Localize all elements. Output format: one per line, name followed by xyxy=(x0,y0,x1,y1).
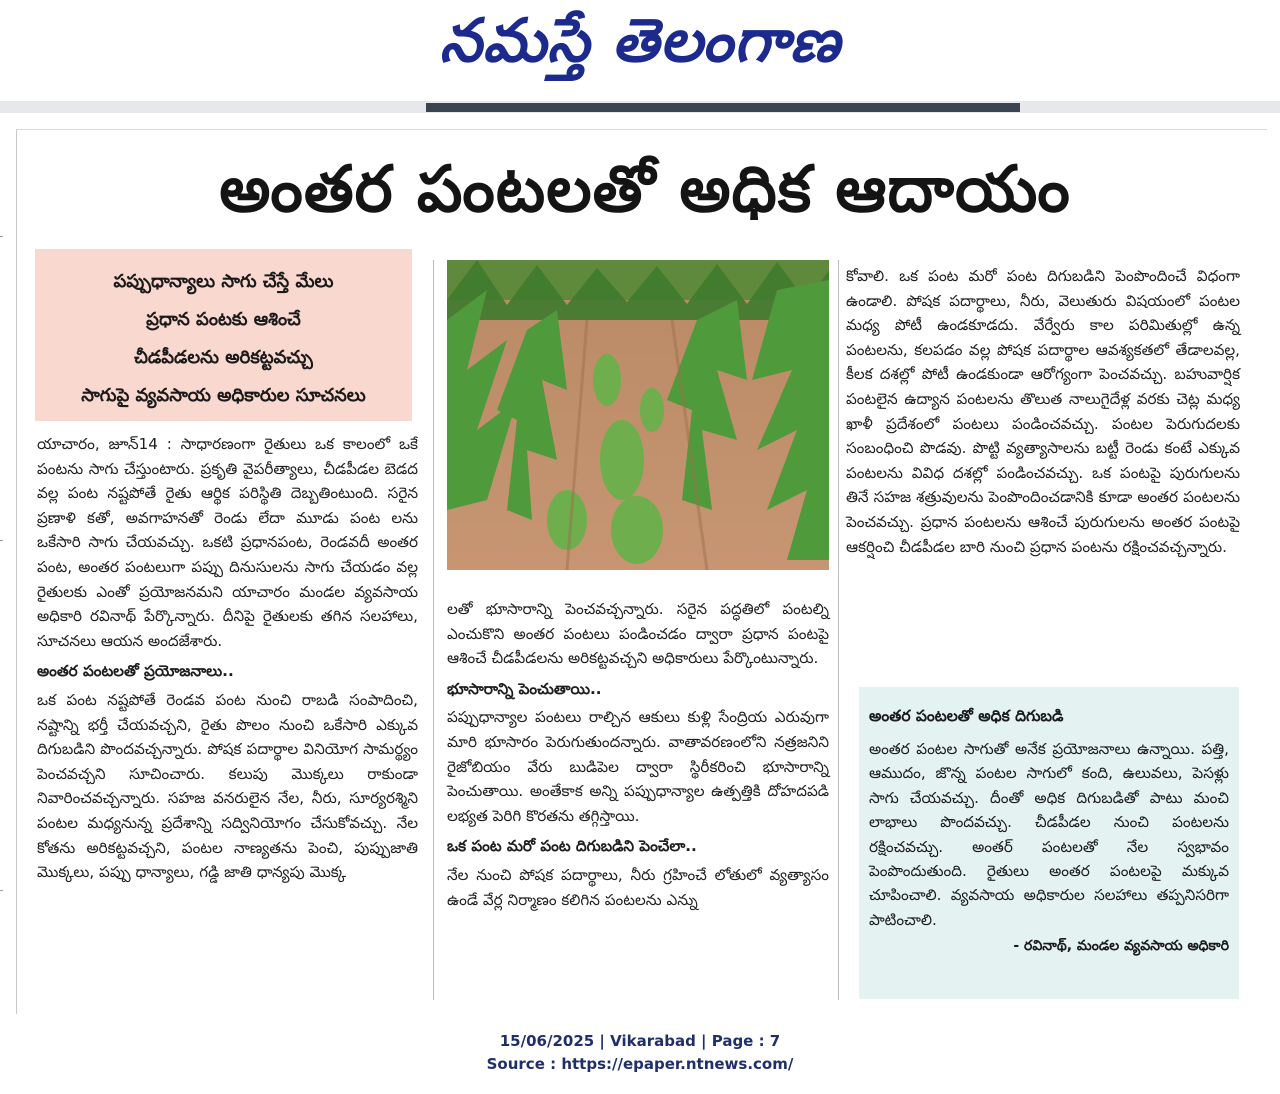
article-paragraph: ఒక పంట నష్టపోతే రెండవ పంట నుంచి రాబడి సంపాదించి, నష్టాన్ని భర్తీ చేయవచ్చని, రైతు పొలం నుంచి ఒకేసారి ఎక్కువ దిగుబడిని పొందవచ్చన్నారు. పోషక పదార్థాల వినియోగ సామర్థ్యం పెంచవచ్చని సూచించారు. కలుపు మొక్కలు రాకుండా నివారించవచ్చన్నారు. సహజ వనరులైన నేల, నీరు, సూర్యరశ్మిని పంటల మధ్యనున్న ప్రదేశాన్ని సద్వినియోగం చేసుకోవచ్చు. నేల కోతను అరికట్టవచ్చని, పంటల నాణ్యతను పెంచి, పుప్పుజాతి మొక్కలు, పప్పు ధాన్యాలు, గడ్డి జాతి ధాన్యపు మొక్క xyxy=(37,690,418,882)
margin-tick xyxy=(0,540,3,541)
intercrop-field-photo xyxy=(447,260,829,570)
masthead xyxy=(0,0,1280,100)
footer-source: Source : https://epaper.ntnews.com/ xyxy=(486,1055,794,1073)
article-headline: అంతర పంటలతో అధిక ఆదాయం xyxy=(219,153,1071,227)
subheading: అంతర పంటలతో ప్రయోజనాలు.. xyxy=(37,662,234,681)
deck-line: ప్రధాన పంటకు ఆశించే xyxy=(146,309,301,330)
article-column-3 xyxy=(846,264,1240,559)
deck-line: పప్పుధాన్యాలు సాగు చేస్తే మేలు xyxy=(113,271,334,292)
subheading: ఒక పంట మరో పంట దిగుబడిని పెంచేలా.. xyxy=(447,837,697,856)
quote-box-text: అంతర పంటల సాగుతో అనేక ప్రయోజనాలు ఉన్నాయి. పత్తి, ఆముదం, జొన్న పంటల సాగులో కంది, ఉలువలు, పెసళ్లు సాగు చేయవచ్చు. దీంతో అధిక దిగుబడితో పాటు మంచి లాభాలు పొందవచ్చు. చీడపీడల నుంచి పంటలను రక్షించవచ్చు. అంతర్ పంటలతో నేల స్వభావం పెంపొందుతుంది. రైతులు అంతర పంటలపై మక్కువ చూపించాలి. వ్యవసాయ అధికారుల సలహాలు తప్పనిసరిగా పాటించాలి. xyxy=(869,740,1229,929)
masthead-rule-accent xyxy=(426,103,1020,112)
newspaper-logo: నమస్తే తెలంగాణ xyxy=(439,6,841,76)
deck-line: చీడపీడలను అరికట్టవచ్చు xyxy=(134,347,313,368)
quote-box xyxy=(859,687,1239,999)
subheading: భూసారాన్ని పెంచుతాయి.. xyxy=(447,679,602,698)
article-column-2 xyxy=(447,597,829,912)
column-divider xyxy=(838,260,839,1000)
article-paragraph: లతో భూసారాన్ని పెంచవచ్చన్నారు. సరైన పద్ధతిలో పంటల్ని ఎంచుకొని అంతర పంటలు పండించడం ద్వారా ప్రధాన పంటపై ఆశించే చీడపీడలను అరికట్టవచ్చని అధికారులు పేర్కొంటున్నారు. xyxy=(447,600,829,668)
article-column-1 xyxy=(37,432,418,885)
quote-box-title: అంతర పంటలతో అధిక దిగుబడి xyxy=(869,707,1064,725)
margin-tick xyxy=(0,236,3,237)
article-deck xyxy=(35,249,412,421)
footer-date-edition: 15/06/2025 | Vikarabad | Page : 7 xyxy=(499,1032,781,1050)
article-paragraph: కోవాలి. ఒక పంట మరో పంట దిగుబడిని పెంపొందించే విధంగా ఉండాలి. పోషక పదార్థాలు, నీరు, వెలుతురు విషయంలో పంటల మధ్య పోటీ ఉండకూడదు. వేర్వేరు కాల పరిమితుల్లో ఉన్న పంటలను, కలపడం వల్ల పోషక పదార్థాల ఆవశ్యకతలో తేడాలవల్ల, కీలక దశల్లో పోటీ ఉండకుండా ఆరోగ్యంగా పెంచవచ్చు. బహువార్షిక పంటలైన ఉద్యాన పంటలను తొలుత నాలుగైదేళ్ల వరకు చెట్ల మధ్య ఖాళీ ప్రదేశంలో పంటలు పండించవచ్చు. పంటల పెరుగుదలకు సంబంధించి పొడవు. పొట్టి వ్యత్యాసాలను బట్టీ రెండు కంటే ఎక్కువ పంటలను వివిధ దశల్లో పండించవచ్చు. ఒక పంటపై పురుగులను తినే సహజ శత్రువులను పెంపొందించడానికి కూడా అంతర పంటలను పెంచవచ్చు. ప్రధాన పంటలను ఆశించే పురుగులను అంతర పంటపై ఆకర్షించి చీడపీడల బారి నుంచి ప్రధాన పంటను రక్షించవచ్చన్నారు. xyxy=(846,267,1240,556)
article-paragraph: పప్పుధాన్యాల పంటలు రాల్చిన ఆకులు కుళ్లి సేంద్రియ ఎరువుగా మారి భూసారం పెరుగుతుందన్నారు. వాతావరణంలోని నత్రజనిని రైజోబియం వేరు బుడిపెల ద్వారా స్థిరీకరించి భూసారాన్ని పెంచుతాయి. అంతేకాక అన్ని పప్పుధాన్యాల ఉత్పత్తికి దోహదపడి లభ్యత పెరిగి కొరతను తగ్గిస్తాయి. xyxy=(447,708,829,825)
deck-line: సాగుపై వ్యవసాయ అధికారుల సూచనలు xyxy=(81,385,366,406)
article-paragraph: నేల నుంచి పోషక పదార్థాలు, నీరు గ్రహించే లోతులో వ్యత్యాసం ఉండే వేర్ల నిర్మాణం కలిగిన పంటలను ఎన్ను xyxy=(447,865,829,909)
column-divider xyxy=(433,260,434,1000)
article-intro: యాచారం, జూన్14 : సాధారణంగా రైతులు ఒక కాలంలో ఒకే పంటను సాగు చేస్తుంటారు. ప్రకృతి వైపరీత్యాలు, చీడపీడల బెడద వల్ల పంట నష్టపోతే రైతు ఆర్థిక పరిస్థితి దెబ్బతింటుంది. సరైన ప్రణాళి కతో, అవగాహనతో రెండు లేదా మూడు పంట లను ఒకేసారి సాగు చేయవచ్చు. ఒకటి ప్రధానపంట, రెండవదీ అంతర పంట, అంతర పంటలుగా పప్పు దినుసులను సాగు చేయడం వల్ల రైతులకు ఎంతో ప్రయోజనమని యాచారం మండల వ్యవసాయ అధికారి రవినాథ్ పేర్కొన్నారు. దీనిపై రైతులకు తగిన సలహాలు, సూచనలు ఆయన అందజేశారు. xyxy=(37,435,418,650)
quote-box-signature: - రవినాథ్, మండల వ్యవసాయ అధికారి xyxy=(1013,938,1229,955)
margin-tick xyxy=(0,890,3,891)
